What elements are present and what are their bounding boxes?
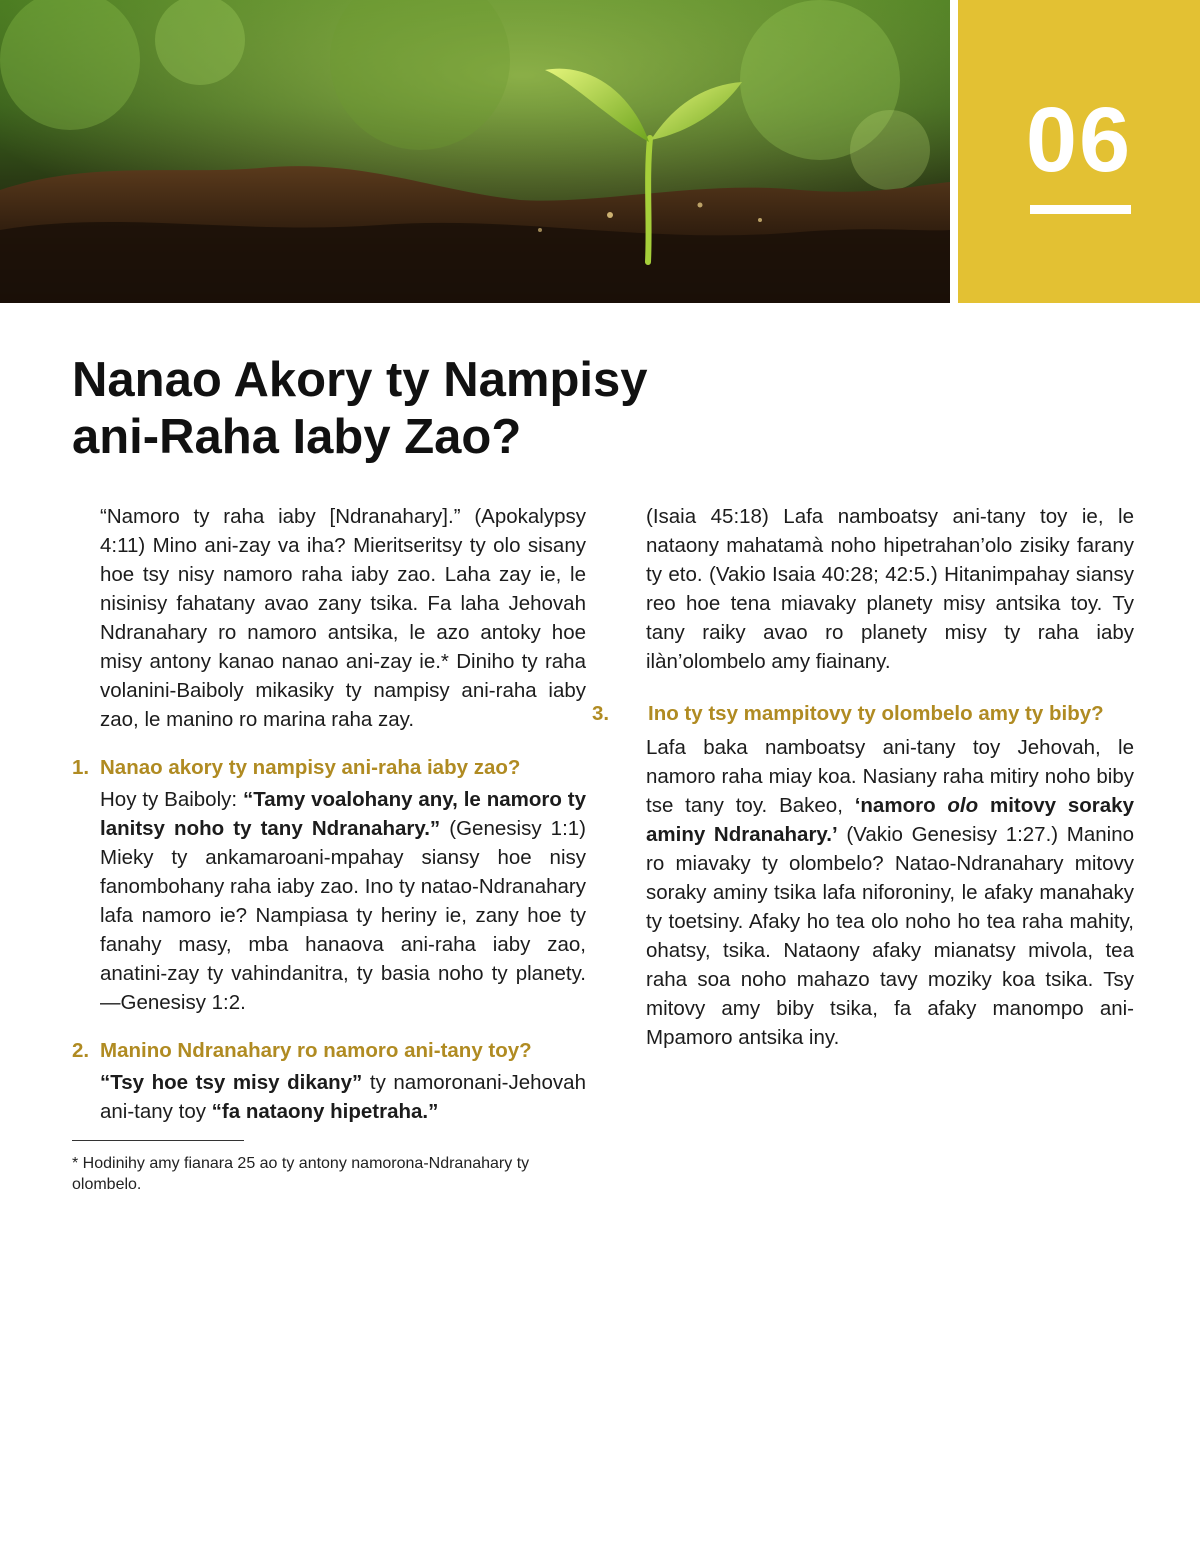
right-column bbox=[592, 502, 1134, 1052]
lesson-number-badge bbox=[958, 0, 1200, 303]
answer-2-continued: (Isaia 45:18) Lafa namboatsy ani-tany toy ie, le nataony mahatamà noho hipetrahan’olo zisiky farany ty eto. (Vakio Isaia 40:28; 42:5.) Hitanimpahay siansy reo hoe tena miavaky planety misy antsika toy. Ty tany raiky avao ro planety misy ty raha iaby ilàn’olombelo amy fiainany. bbox=[646, 505, 1134, 673]
question-2-text: Manino Ndranahary ro namoro ani-tany toy? bbox=[100, 1039, 532, 1062]
page-title bbox=[72, 352, 792, 466]
answer-2-quote-a: “Tsy hoe tsy misy dikany” bbox=[100, 1071, 363, 1094]
footnote: * Hodinihy amy fianara 25 ao ty antony namorona-Ndranahary ty olombelo. bbox=[72, 1155, 530, 1193]
quote-emphasis: olo bbox=[947, 794, 979, 817]
answer-2-quote-b: “fa nataony hipetraha.” bbox=[211, 1100, 439, 1123]
title-line-1: Nanao Akory ty Nampisy bbox=[72, 353, 648, 407]
answer-3-intro: Lafa baka namboatsy ani-tany toy Jehovah, le namoro raha miay koa. Nasiany raha mitiry noho biby tse tany toy. Bakeo, bbox=[646, 736, 1134, 817]
quote-part-a: ‘namoro bbox=[854, 794, 948, 817]
answer-1-intro: Hoy ty Baiboly: bbox=[100, 788, 243, 811]
answer-3-body: (Vakio Genesisy 1:27.) Manino ro miavaky ty olombelo? Natao-Ndranahary mitovy soraky aminy tsika lafa niforoniny, le afaky manahaky ty toetsiny. Afaky ho tea olo noho ho tea raha mahity, ohatsy, tsika. Nataony afaky mianatsy mivola, tea raha soa noho mahazo tavy moziky koa tsika. Tsy mitovy amy biby tsika, fa afaky manompo ani-Mpamoro antsika iny. bbox=[646, 823, 1134, 1049]
question-2-number: 2. bbox=[72, 1039, 90, 1062]
left-column bbox=[72, 502, 586, 1195]
answer-3-paragraph bbox=[620, 733, 1134, 1052]
lesson-number: 06 bbox=[1025, 89, 1133, 191]
hero-image-seedling bbox=[0, 0, 950, 303]
answer-2-paragraph bbox=[72, 1068, 586, 1126]
intro-paragraph: “Namoro ty raha iaby [Ndranahary].” (Apokalypsy 4:11) Mino ani-zay va iha? Mieritseritsy ty olo sisany hoe tsy nisy namoro raha iaby zao. Laha zay ie, le nisinisy fahatany avao zany tsika. Fa laha Jehovah Ndranahary ro namoro antsika, le azo antoky hoe misy antony kanao nanao ani-zay ie.* Diniho ty raha volanini-Baiboly mikasiky ty nampisy ani-raha iaby zao, le manino ro marina raha zay. bbox=[100, 505, 586, 731]
question-2-heading bbox=[72, 1037, 586, 1064]
question-3-text: Ino ty tsy mampitovy ty olombelo amy ty biby? bbox=[648, 702, 1104, 725]
answer-1-body: (Genesisy 1:1) Mieky ty ankamaroani-mpahay siansy hoe nisy fanombohany raha iaby zao. Ino ty natao-Ndranahary lafa namoro ie? Nampiasa ty heriny ie, zany hoe ty fanahy masy, mba hanaova ani-raha iaby zao, anatini-zay ty vahindanitra, ty basia noho ty planety.—Genesisy 1:2. bbox=[100, 817, 586, 1014]
question-3-heading bbox=[592, 700, 1134, 727]
question-3-number: 3. bbox=[592, 702, 610, 725]
badge-underline bbox=[1030, 205, 1131, 214]
question-1-heading bbox=[72, 754, 586, 781]
answer-1-scripture-quote: “Tamy voalohany any, le namoro ty lanitsy noho ty tany Ndranahary.” bbox=[100, 788, 586, 840]
title-line-2: ani-Raha Iaby Zao? bbox=[72, 410, 522, 464]
answer-2-mid: ty namoronani-Jehovah ani-tany toy bbox=[100, 1071, 586, 1123]
answer-1-paragraph bbox=[72, 785, 586, 1017]
question-1-number: 1. bbox=[72, 756, 90, 779]
quote-part-b: mitovy soraky aminy Ndranahary.’ bbox=[646, 794, 1134, 846]
question-1-text: Nanao akory ty nampisy ani-raha iaby zao? bbox=[100, 756, 521, 779]
footnote-divider bbox=[72, 1140, 244, 1141]
